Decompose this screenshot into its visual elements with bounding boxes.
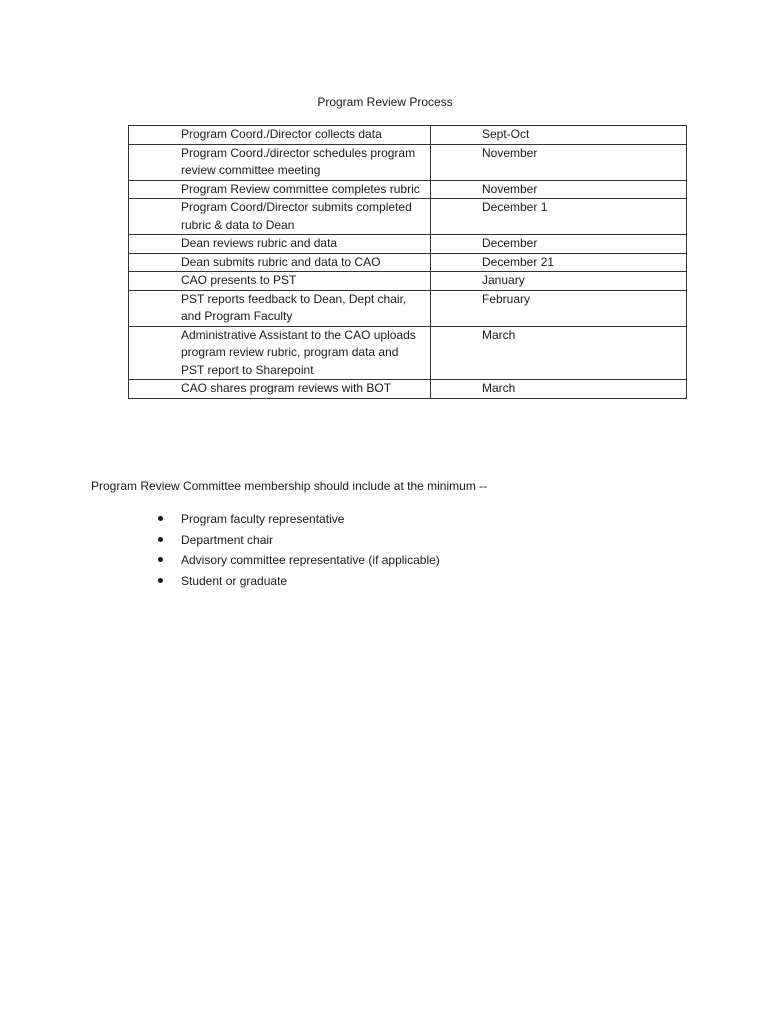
step-cell: Program Review committee completes rubric — [129, 180, 431, 199]
timing-cell: March — [431, 380, 687, 399]
step-cell: CAO presents to PST — [129, 272, 431, 291]
timing-cell: February — [431, 290, 687, 326]
table-row — [129, 235, 687, 254]
step-cell: Administrative Assistant to the CAO uploads program review rubric, program data and PST report to Sharepoint — [129, 326, 431, 380]
list-item — [0, 552, 440, 573]
table-row — [129, 126, 687, 145]
step-cell: Dean submits rubric and data to CAO — [129, 253, 431, 272]
timing-cell: March — [431, 326, 687, 380]
bullet-icon — [158, 537, 163, 542]
step-cell: Program Coord./director schedules program review committee meeting — [129, 144, 431, 180]
table-row — [129, 199, 687, 235]
timing-cell: Sept-Oct — [431, 126, 687, 145]
step-cell: Program Coord/Director submits completed rubric & data to Dean — [129, 199, 431, 235]
table-row — [129, 380, 687, 399]
timing-cell: November — [431, 144, 687, 180]
table-row — [129, 326, 687, 380]
bullet-icon — [158, 578, 163, 583]
table-row — [129, 290, 687, 326]
table-row — [129, 180, 687, 199]
committee-intro: Program Review Committee membership should include at the minimum -- — [91, 479, 488, 493]
list-item-label: Department chair — [181, 532, 274, 547]
process-table — [128, 125, 687, 399]
step-cell: Program Coord./Director collects data — [129, 126, 431, 145]
timing-cell: December — [431, 235, 687, 254]
list-item — [0, 573, 440, 594]
step-cell: PST reports feedback to Dean, Dept chair, and Program Faculty — [129, 290, 431, 326]
bullet-icon — [158, 557, 163, 562]
list-item-label: Advisory committee representative (if applicable) — [181, 553, 440, 568]
step-cell: Dean reviews rubric and data — [129, 235, 431, 254]
list-item-label: Student or graduate — [181, 574, 288, 589]
timing-cell: December 21 — [431, 253, 687, 272]
list-item — [0, 532, 440, 553]
page-title: Program Review Process — [317, 95, 453, 109]
list-item-label: Program faculty representative — [181, 512, 345, 526]
table-row — [129, 144, 687, 180]
step-cell: CAO shares program reviews with BOT — [129, 380, 431, 399]
table-row — [129, 253, 687, 272]
list-item — [0, 511, 440, 532]
timing-cell: November — [431, 180, 687, 199]
table-row — [129, 272, 687, 291]
timing-cell: January — [431, 272, 687, 291]
bullet-icon — [158, 516, 163, 521]
member-list — [0, 511, 440, 594]
timing-cell: December 1 — [431, 199, 687, 235]
